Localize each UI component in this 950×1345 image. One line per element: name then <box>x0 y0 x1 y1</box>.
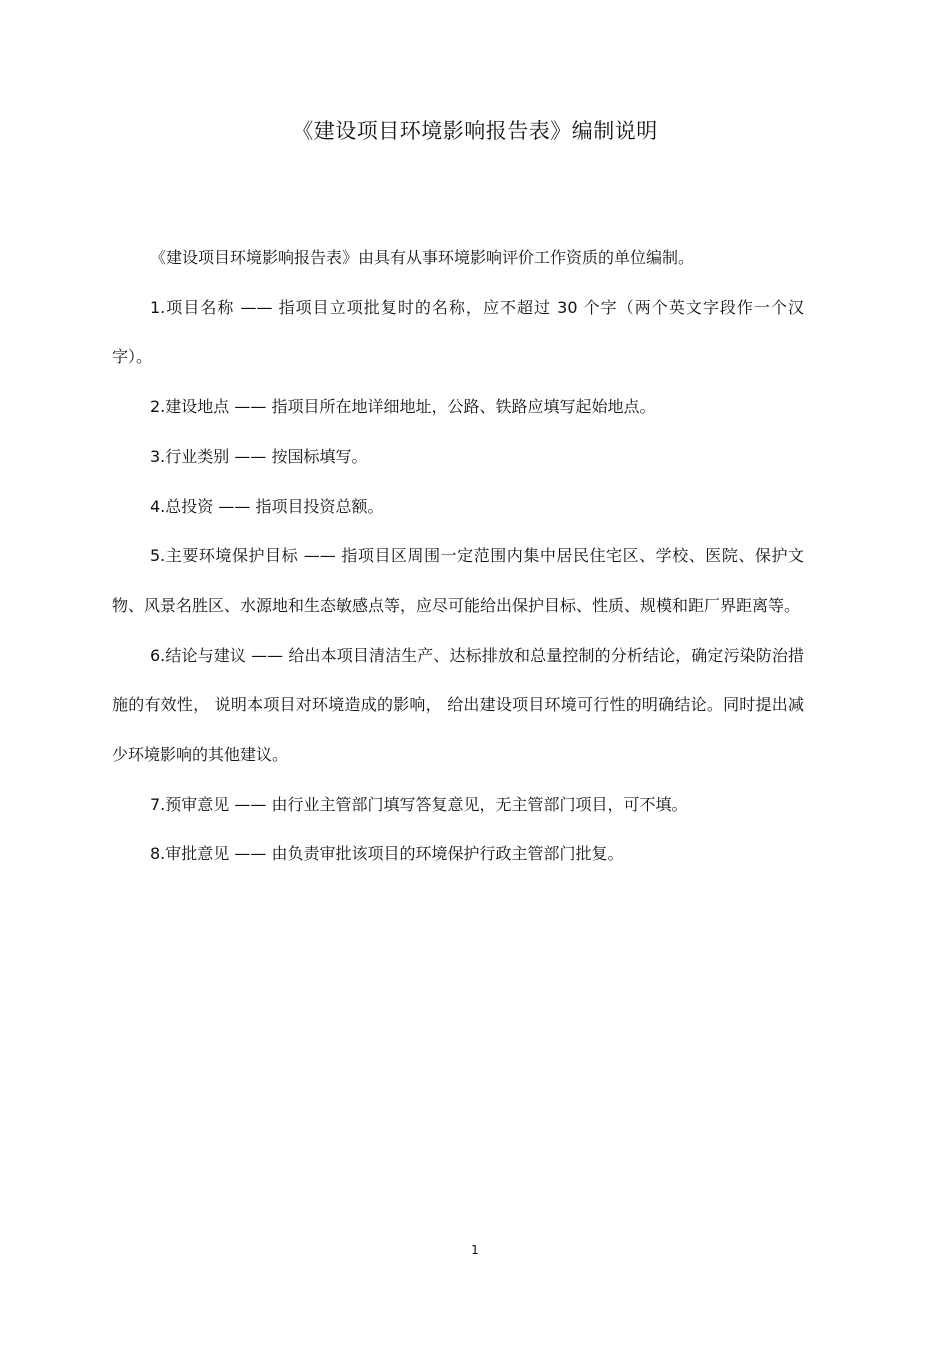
item-pre-review-opinion: 7.预审意见 —— 由行业主管部门填写答复意见，无主管部门项目，可不填。 <box>150 794 688 814</box>
item-project-name: 1.项目名称 —— 指项目立项批复时的名称，应不超过 30 个字（两个英文字段作一个汉字）。 <box>112 297 804 367</box>
page-number: 1 <box>471 1243 479 1257</box>
item-total-investment: 4.总投资 —— 指项目投资总额。 <box>150 496 384 516</box>
item-conclusions: 6.结论与建议 —— 给出本项目清洁生产、达标排放和总量控制的分析结论，确定污染防治措施的有效性， 说明本项目对环境造成的影响， 给出建设项目环境可行性的明确结论。同时提出减少环境影响的其他建议。 <box>112 645 804 765</box>
item-industry-category: 3.行业类别 —— 按国标填写。 <box>150 446 368 466</box>
intro-paragraph: 《建设项目环境影响报告表》由具有从事环境影响评价工作资质的单位编制。 <box>150 248 695 267</box>
document-body <box>112 233 804 879</box>
item-construction-site: 2.建设地点 —— 指项目所在地详细地址，公路、铁路应填写起始地点。 <box>150 397 656 417</box>
document-title: 《建设项目环境影响报告表》编制说明 <box>292 119 658 143</box>
item-protection-targets: 5.主要环境保护目标 —— 指项目区周围一定范围内集中居民住宅区、学校、医院、保护文物、风景名胜区、水源地和生态敏感点等，应尽可能给出保护目标、性质、规模和距厂界距离等。 <box>112 546 804 615</box>
item-approval-opinion: 8.审批意见 —— 由负责审批该项目的环境保护行政主管部门批复。 <box>150 844 624 864</box>
